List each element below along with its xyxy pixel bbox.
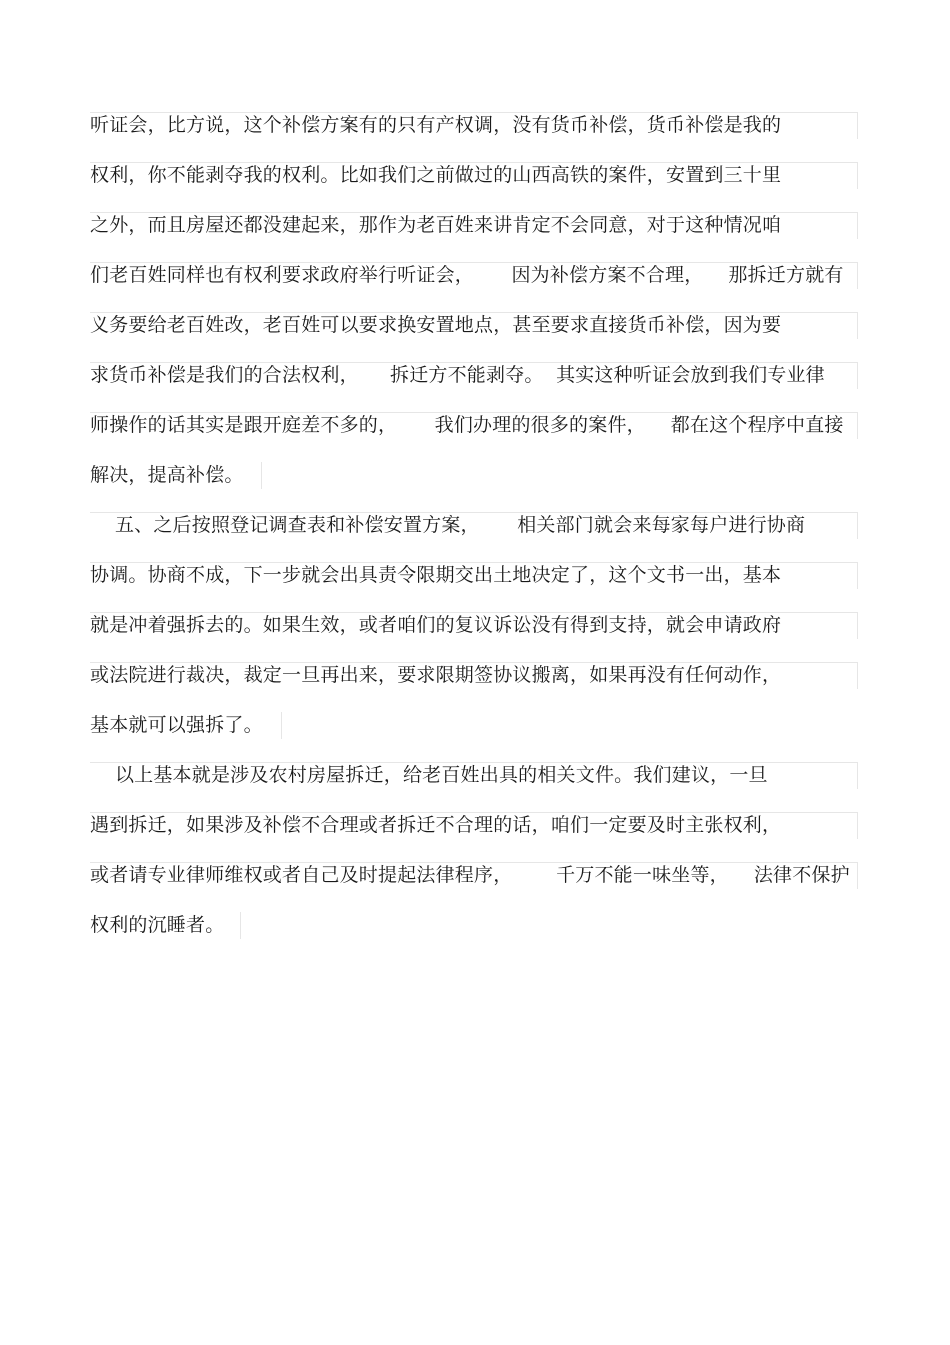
- text-line: 权利，你不能剥夺我的权利。比如我们之前做过的山西高铁的案件，安置到三十里: [90, 164, 782, 186]
- text-line: 听证会，比方说，这个补偿方案有的只有产权调，没有货币补偿，货币补偿是我的: [90, 114, 782, 136]
- text-line: 之外，而且房屋还都没建起来，那作为老百姓来讲肯定不会同意，对于这种情况咱: [90, 214, 782, 236]
- text-line: 或法院进行裁决，裁定一旦再出来，要求限期签协议搬离，如果再没有任何动作，: [90, 664, 782, 686]
- text-line: 们老百姓同样也有权利要求政府举行听证会， 因为补偿方案不合理， 那拆迁方就有: [90, 264, 844, 286]
- text-line: 求货币补偿是我们的合法权利， 拆迁方不能剥夺。 其实这种听证会放到我们专业律: [90, 364, 825, 386]
- text-line: 遇到拆迁，如果涉及补偿不合理或者拆迁不合理的话，咱们一定要及时主张权利，: [90, 814, 782, 836]
- text-line: 基本就可以强拆了。: [90, 714, 263, 736]
- text-line: 就是冲着强拆去的。如果生效，或者咱们的复议诉讼没有得到支持，就会申请政府: [90, 614, 782, 636]
- text-line: 解决，提高补偿。: [90, 464, 244, 486]
- text-line: 五、之后按照登记调查表和补偿安置方案， 相关部门就会来每家每户进行协商: [90, 514, 806, 536]
- text-line: 权利的沉睡者。: [90, 914, 225, 936]
- text-line: 义务要给老百姓改，老百姓可以要求换安置地点，甚至要求直接货币补偿，因为要: [90, 314, 782, 336]
- text-line: 以上基本就是涉及农村房屋拆迁，给老百姓出具的相关文件。我们建议，一旦: [90, 764, 768, 786]
- text-line: 师操作的话其实是跟开庭差不多的， 我们办理的很多的案件， 都在这个程序中直接: [90, 414, 844, 436]
- text-line: 协调。协商不成，下一步就会出具责令限期交出土地决定了，这个文书一出，基本: [90, 564, 782, 586]
- text-line: 或者请专业律师维权或者自己及时提起法律程序， 千万不能一味坐等， 法律不保护: [90, 864, 850, 886]
